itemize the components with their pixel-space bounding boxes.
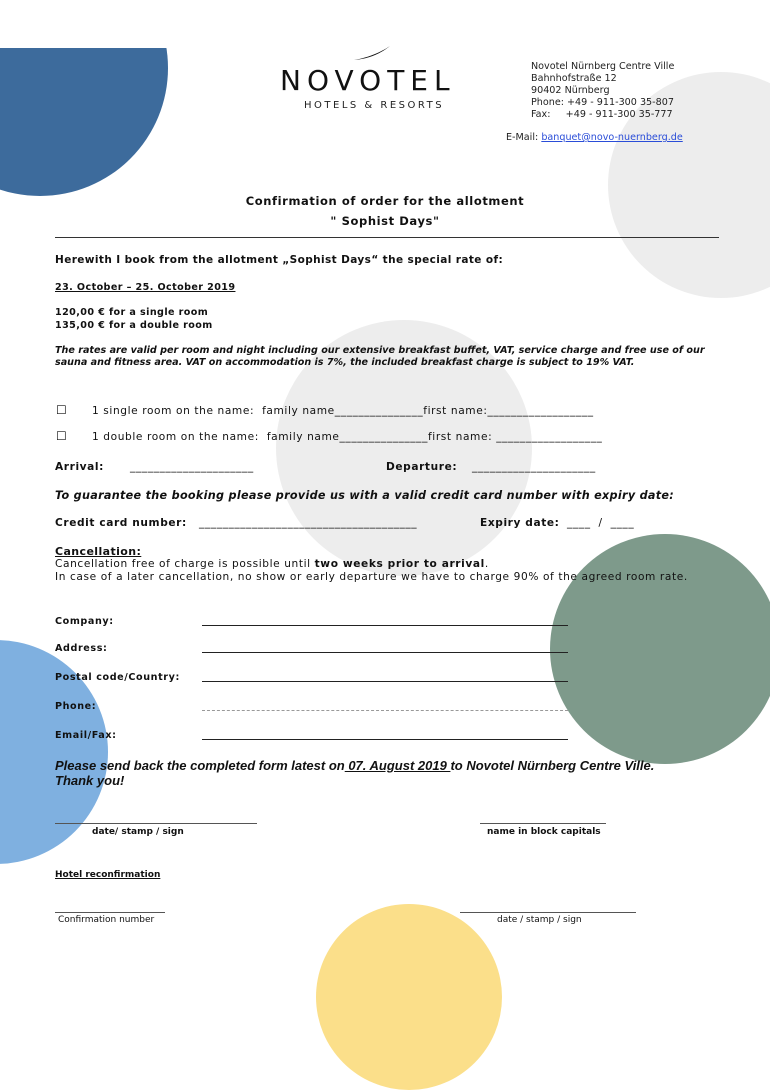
hotel-date-stamp-sign-line[interactable]: [460, 912, 636, 913]
hotel-reconfirmation-heading: Hotel reconfirmation: [55, 870, 161, 880]
confirmation-number-line[interactable]: [55, 912, 165, 913]
rate-single: 120,00 € for a single room: [55, 307, 209, 318]
send-back-note: Please send back the completed form latest on 07. August 2019 to Novotel Nürnberg Centre Ville. Thank you!: [55, 758, 655, 788]
credit-card-label: Credit card number:: [55, 517, 187, 529]
company-field[interactable]: [202, 625, 568, 626]
date-stamp-sign-line[interactable]: [55, 823, 257, 824]
arrival-label: Arrival:: [55, 461, 105, 473]
address-label: Address:: [55, 643, 108, 654]
email-label: E-Mail:: [506, 132, 539, 143]
cancellation-body: [55, 558, 725, 584]
departure-field[interactable]: _____________________: [472, 461, 596, 473]
hotel-city: 90402 Nürnberg: [531, 85, 610, 96]
postal-field[interactable]: [202, 681, 568, 682]
thank-you: Thank you!: [55, 773, 125, 788]
title-divider: [55, 237, 719, 238]
confirmation-number-label: Confirmation number: [58, 915, 155, 925]
hotel-phone: Phone: +49 - 911-300 35-807: [531, 97, 674, 108]
email-link[interactable]: banquet@novo-nuernberg.de: [541, 132, 683, 143]
email-fax-field[interactable]: [202, 739, 568, 740]
single-room-line: 1 single room on the name: family name_______________first name:__________________: [92, 405, 594, 417]
cancellation-line-1: Cancellation free of charge is possible until two weeks prior to arrival.: [55, 558, 489, 570]
hotel-address: [531, 61, 674, 121]
decorative-circle-yellow: [316, 904, 502, 1090]
hotel-name: Novotel Nürnberg Centre Ville: [531, 61, 675, 72]
hotel-email-row: [506, 132, 683, 143]
hotel-street: Bahnhofstraße 12: [531, 73, 617, 84]
block-capitals-line[interactable]: [480, 823, 606, 824]
double-room-checkbox[interactable]: ☐: [56, 429, 67, 443]
cancellation-line-2: In case of a later cancellation, no show or early departure we have to charge 90% of the agreed room rate.: [55, 571, 688, 583]
address-field[interactable]: [202, 652, 568, 653]
logo-wordmark: NOVOTEL: [280, 64, 456, 97]
email-fax-label: Email/Fax:: [55, 730, 117, 741]
document-subtitle: " Sophist Days": [330, 214, 440, 228]
single-room-checkbox[interactable]: ☐: [56, 403, 67, 417]
company-label: Company:: [55, 616, 114, 627]
phone-label: Phone:: [55, 701, 97, 712]
cancellation-heading: Cancellation:: [55, 545, 142, 558]
expiry-field[interactable]: ____ / ____: [567, 517, 635, 529]
double-room-line: 1 double room on the name: family name_______________first name: __________________: [92, 431, 603, 443]
hotel-date-stamp-sign-label: date / stamp / sign: [497, 915, 582, 925]
hotel-fax: Fax: +49 - 911-300 35-777: [531, 109, 673, 120]
credit-card-field[interactable]: _____________________________________: [199, 517, 418, 529]
block-capitals-label: name in block capitals: [487, 827, 601, 837]
postal-label: Postal code/Country:: [55, 672, 180, 683]
intro-text: Herewith I book from the allotment „Sophist Days“ the special rate of:: [55, 254, 504, 266]
rates-note: The rates are valid per room and night including our extensive breakfast buffet, VAT, service charge and free use of our sauna and fitness area. VAT on accommodation is 7%, the included breakfast charge is subject to 19% VAT.: [55, 345, 705, 368]
rate-double: 135,00 € for a double room: [55, 320, 213, 331]
top-margin-band: [0, 0, 770, 48]
stay-dates: 23. October – 25. October 2019: [55, 282, 236, 293]
date-stamp-sign-label: date/ stamp / sign: [92, 827, 184, 837]
logo-swoosh-icon: [352, 44, 392, 64]
expiry-label: Expiry date:: [480, 517, 560, 529]
logo-tagline: HOTELS & RESORTS: [304, 100, 445, 111]
guarantee-text: To guarantee the booking please provide us with a valid credit card number with expiry date:: [55, 489, 675, 502]
arrival-field[interactable]: _____________________: [130, 461, 254, 473]
phone-field[interactable]: [202, 710, 568, 711]
departure-label: Departure:: [386, 461, 458, 473]
deadline-date: 07. August 2019: [344, 758, 451, 773]
document-title: Confirmation of order for the allotment: [245, 194, 525, 208]
